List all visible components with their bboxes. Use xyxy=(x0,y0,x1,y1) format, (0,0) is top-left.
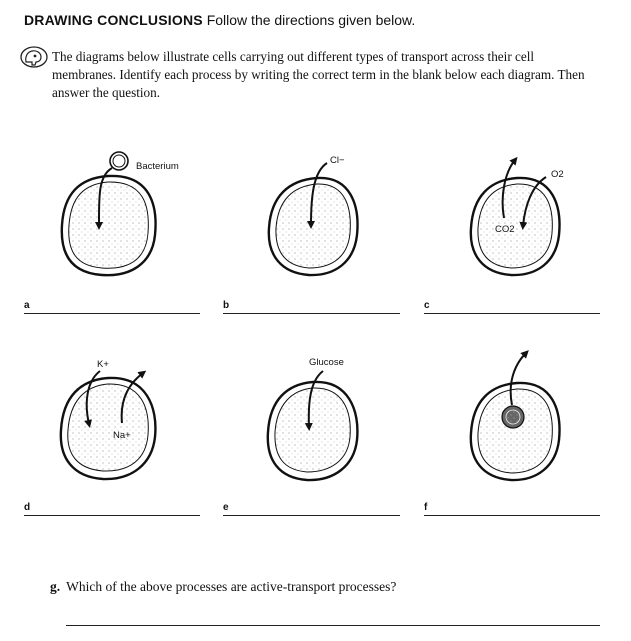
question-g xyxy=(50,579,396,595)
blank-letter-d: d xyxy=(24,502,31,513)
label-glucose: Glucose xyxy=(309,357,344,368)
label-potassium: K+ xyxy=(97,359,109,370)
blank-letter-a: a xyxy=(24,300,30,311)
diagram-d xyxy=(61,359,156,479)
answer-blank-b[interactable] xyxy=(223,313,400,314)
answer-blank-e[interactable] xyxy=(223,515,400,516)
answer-blank-d[interactable] xyxy=(24,515,200,516)
blank-letter-e: e xyxy=(223,502,229,513)
answer-blank-g[interactable] xyxy=(66,625,600,626)
diagram-f xyxy=(471,353,560,480)
heading-title: DRAWING CONCLUSIONS xyxy=(24,12,203,28)
answer-blank-a[interactable] xyxy=(24,313,200,314)
label-carbon-dioxide: CO2 xyxy=(495,224,515,235)
diagram-e xyxy=(268,357,358,480)
diagram-c xyxy=(471,160,564,275)
blank-letter-b: b xyxy=(223,300,230,311)
answer-blank-c[interactable] xyxy=(424,313,600,314)
answer-blank-f[interactable] xyxy=(424,515,600,516)
blank-letter-f: f xyxy=(424,502,428,513)
question-text: Which of the above processes are active-transport processes? xyxy=(66,579,397,594)
label-bacterium: Bacterium xyxy=(136,161,179,172)
question-letter: g. xyxy=(50,579,61,594)
diagram-b xyxy=(269,155,358,275)
intro-paragraph: The diagrams below illustrate cells carrying out different types of transport across their cell membranes. Identify each process by writing the correct term in the blank below each diagram. Then answer the question. xyxy=(52,49,585,100)
diagram-a xyxy=(62,152,179,275)
heading-directions: Follow the directions given below. xyxy=(206,12,416,28)
blank-letter-c: c xyxy=(424,300,430,311)
label-sodium: Na+ xyxy=(113,430,131,441)
label-oxygen: O2 xyxy=(551,169,564,180)
label-chloride: Cl− xyxy=(330,155,345,166)
